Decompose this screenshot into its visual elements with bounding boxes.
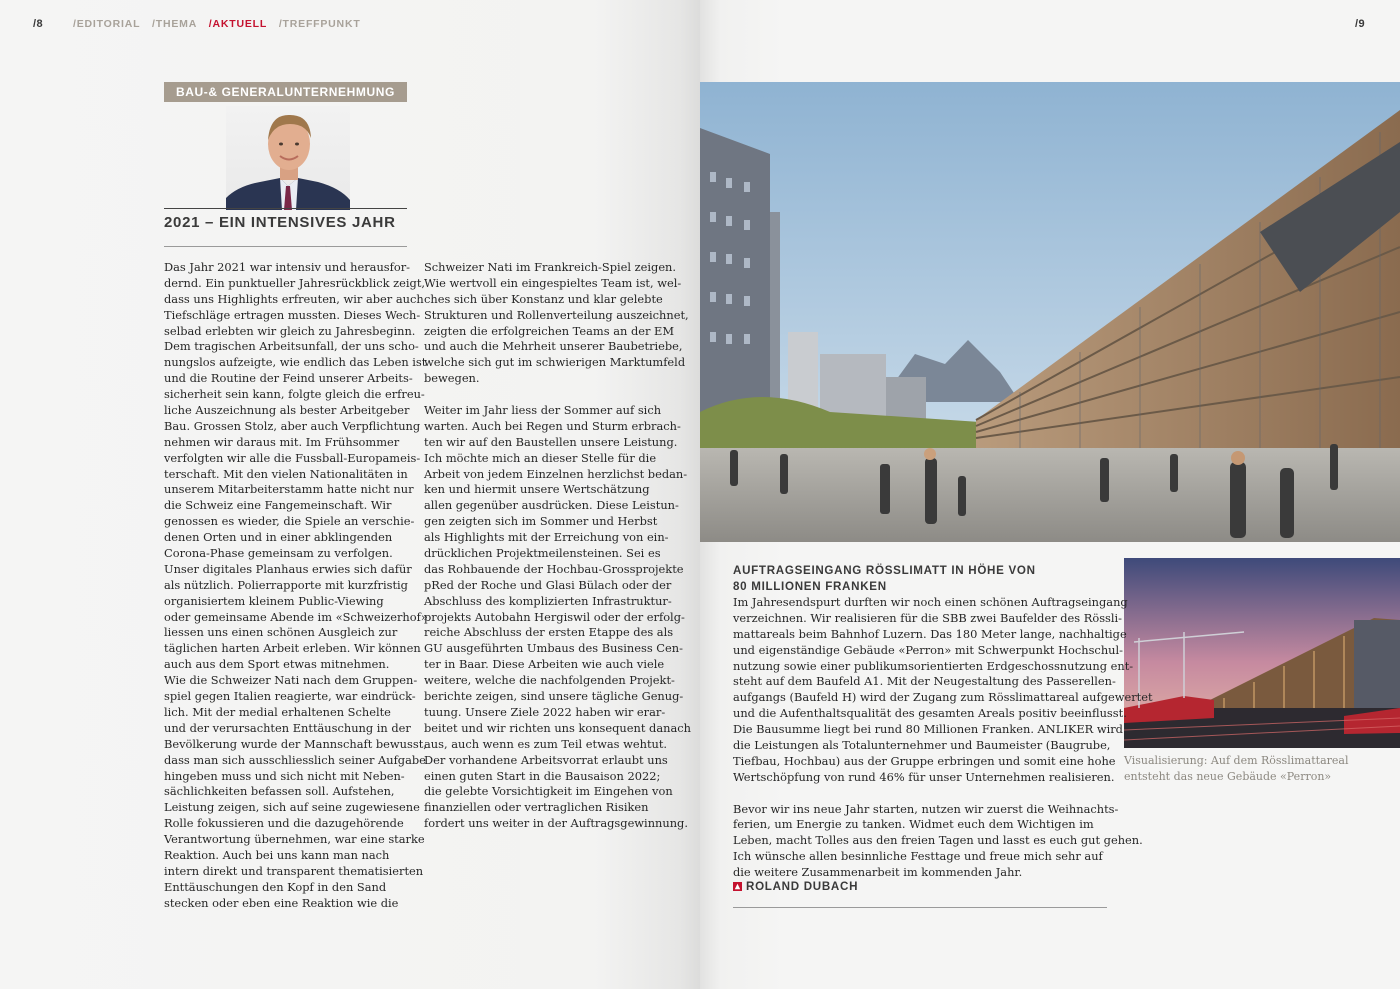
column-2-line: warten. Auch bei Regen und Sturm erbrach- [424, 418, 681, 433]
column-3-line: ferien, um Energie zu tanken. Widmet euch dem Wichtigen im [733, 817, 1094, 832]
column-1-line: denen Orten und in einer abklingenden [164, 530, 393, 545]
article-title: 2021 – EIN INTENSIVES JAHR [164, 214, 396, 231]
column-2-line: bewegen. [424, 371, 480, 386]
column-2-line: Abschluss des komplizierten Infrastruktur- [424, 593, 672, 608]
column-2-line: ten wir auf den Baustellen unsere Leistung. [424, 434, 678, 449]
column-2-line: gen zeigten sich im Sommer und Herbst [424, 514, 658, 529]
column-3-line: nutzung sowie einer publikumsorientierten Erdgeschossnutzung ent- [733, 658, 1134, 673]
column-1-line: die Schweiz eine Fangemeinschaft. Wir [164, 498, 392, 513]
column-2-line: Der vorhandene Arbeitsvorrat erlaubt uns [424, 752, 668, 767]
section-nav [73, 18, 369, 30]
column-1-line: verfolgten wir alle die Fussball-Europameis- [164, 450, 421, 465]
column-1-line: auch aus dem Sport etwas mitnehmen. [164, 657, 390, 672]
column-1-line: sicherheit sein kann, folgte gleich die erfreu- [164, 387, 425, 402]
subheadline: AUFTRAGSEINGANG RÖSSLIMATT IN HÖHE VON 80 MILLIONEN FRANKEN [733, 564, 1036, 593]
page-number-right: /9 [1355, 18, 1366, 30]
column-2-line: fordert uns weiter in der Auftragsgewinnung. [424, 816, 688, 831]
column-1-line: täglichen harten Arbeit erleben. Wir können [164, 641, 421, 656]
column-2-line: das Rohbauende der Hochbau-Grossprojekte [424, 561, 684, 576]
title-rule-top [164, 208, 407, 209]
column-1-line: Dem tragischen Arbeitsunfall, der uns scho- [164, 339, 419, 354]
column-3-line: Wertschöpfung von rund 46% für unser Unternehmen realisieren. [733, 769, 1115, 784]
nav-editorial[interactable]: /EDITORIAL [73, 18, 141, 30]
body-column-3 [733, 595, 1153, 881]
paragraph-gap [424, 387, 691, 403]
column-1-line: spiel gegen Italien reagierte, war eindrück- [164, 689, 416, 704]
column-2-line: beitet und wir richten uns konsequent danach [424, 720, 691, 735]
column-1-line: dernd. Ein punktueller Jahresrückblick zeigt, [164, 275, 426, 290]
column-1-line: Wie die Schweizer Nati nach dem Gruppen- [164, 673, 418, 688]
column-3-line: Tiefbau, Hochbau) aus der Gruppe erbringen und somit eine hohe [733, 753, 1116, 768]
column-2-line: ken und hiermit unsere Wertschätzung [424, 482, 650, 497]
column-1-line: Enttäuschungen den Kopf in den Sand [164, 879, 387, 894]
column-3-line: und eigenständige Gebäude «Perron» mit Schwerpunkt Hochschul- [733, 642, 1123, 657]
column-1-line: dass man sich ausschliesslich seiner Aufgabe [164, 752, 426, 767]
column-2-line: und auch die Mehrheit unserer Baubetriebe, [424, 339, 683, 354]
column-3-line: aufgangs (Baufeld H) wird der Zugang zum Rösslimattareal aufgewertet [733, 690, 1153, 705]
column-1-line: lich. Mit der medial erhaltenen Schelte [164, 704, 391, 719]
column-1-line: Reaktion. Auch bei uns kann man nach [164, 847, 390, 862]
column-1-line: nungslos aufzeigte, wie endlich das Leben ist [164, 355, 427, 370]
column-3-line: steht auf dem Baufeld A1. Mit der Neugestaltung des Passerellen- [733, 674, 1116, 689]
paragraph-gap [733, 786, 1153, 802]
column-3-line: mattareals beim Bahnhof Luzern. Das 180 Meter lange, nachhaltige [733, 626, 1127, 641]
column-2-line: Wie wertvoll ein eingespieltes Team ist, wel- [424, 275, 682, 290]
column-2-line: pRed der Roche und Glasi Bülach oder der [424, 577, 672, 592]
column-1-line: liche Auszeichnung als bester Arbeitgeber [164, 403, 410, 418]
column-1-line: Bevölkerung wurde der Mannschaft bewusst, [164, 736, 427, 751]
column-2-line: berichte zeigen, sind unsere tägliche Genug- [424, 689, 684, 704]
column-2-line: zeigten die erfolgreichen Teams an der EM [424, 323, 675, 338]
column-1-line: Bau. Grossen Stolz, aber auch Verpflichtung [164, 418, 421, 433]
right-page [700, 0, 1400, 989]
column-2-line: reiche Abschluss der ersten Etappe des als [424, 625, 674, 640]
column-1-line: Das Jahr 2021 war intensiv und herausfor- [164, 260, 410, 274]
page-number-left: /8 [33, 18, 44, 30]
column-3-line: die weitere Zusammenarbeit im kommenden Jahr. [733, 865, 1023, 880]
title-rule-bottom [164, 246, 407, 247]
column-3-line: Im Jahresendspurt durften wir noch einen schönen Auftragseingang [733, 595, 1128, 609]
column-1-line: Unser digitales Planhaus erwies sich dafür [164, 561, 412, 576]
column-1-line: Leistung zeigen, sich auf seine zugewiesene [164, 800, 420, 815]
column-3-line: Die Bausumme liegt bei rund 80 Millionen Franken. ANLIKER wird [733, 722, 1123, 737]
column-1-line: oder gemeinsame Abende im «Schweizerhof» [164, 609, 428, 624]
column-1-line: liessen uns einen schönen Ausgleich zur [164, 625, 398, 640]
column-2-line: drücklichen Projektmeilensteinen. Sei es [424, 546, 661, 561]
column-2-line: ches sich über Konstanz und klar gelebte [424, 291, 663, 306]
column-1-line: organisiertem kleinem Public-Viewing [164, 593, 384, 608]
column-2-line: allen gegenüber ausdrücken. Diese Leistun- [424, 498, 679, 513]
column-1-line: als nützlich. Polierrapporte mit kurzfristig [164, 577, 408, 592]
column-1-line: terschaft. Mit den vielen Nationalitäten in [164, 466, 408, 481]
nav-aktuell[interactable]: /AKTUELL [208, 18, 268, 30]
column-3-line: Bevor wir ins neue Jahr starten, nutzen wir zuerst die Weihnachts- [733, 801, 1119, 816]
nav-thema[interactable]: /THEMA [152, 18, 198, 30]
column-2-line: aus, auch wenn es zum Teil etwas wehtut. [424, 736, 668, 751]
column-2-line: weitere, welche die nachfolgenden Projekt- [424, 673, 675, 688]
column-1-line: sächlichkeiten befassen soll. Aufstehen, [164, 784, 395, 799]
signature-rule [733, 907, 1107, 908]
column-3-line: Ich wünsche allen besinnliche Festtage und freue mich sehr auf [733, 849, 1103, 864]
column-2-line: ter in Baar. Diese Arbeiten wie auch viele [424, 657, 665, 672]
column-2-line: finanziellen oder vertraglichen Risiken [424, 800, 649, 815]
column-1-line: selbad erlebten wir gleich zu Jahresbeginn. [164, 323, 416, 338]
column-2-line: Strukturen und Rollenverteilung auszeichnet, [424, 307, 689, 322]
column-1-line: Rolle fokussieren und die dazugehörende [164, 816, 404, 831]
column-3-line: die Leistungen als Totalunternehmer und Baumeister (Baugrube, [733, 738, 1111, 753]
building-visualisation-icon [700, 82, 1400, 542]
body-column-2 [424, 260, 691, 832]
column-2-line: GU ausgeführten Umbaus des Business Cen- [424, 641, 683, 656]
column-2-line: einen guten Start in die Bausaison 2022; [424, 768, 661, 783]
column-1-line: intern direkt und transparent thematisierten [164, 863, 424, 878]
column-1-line: und der verursachten Enttäuschung in der [164, 720, 411, 735]
anliker-logo-icon [733, 882, 742, 891]
column-2-line: Schweizer Nati im Frankreich-Spiel zeigen. [424, 260, 677, 274]
column-2-line: tuung. Unsere Ziele 2022 haben wir erar- [424, 704, 666, 719]
column-1-line: genossen es wieder, die Spiele an verschie- [164, 514, 415, 529]
image-caption: Visualisierung: Auf dem Rösslimattareal entsteht das neue Gebäude «Perron» [1124, 754, 1349, 783]
column-1-line: Tiefschläge ertragen mussten. Dieses Wech- [164, 307, 421, 322]
column-2-line: welche sich gut im schwierigen Marktumfeld [424, 355, 686, 370]
column-3-line: und die Aufenthaltsqualität des gesamten Areals positiv beeinflusst. [733, 706, 1127, 721]
station-visualisation-icon [1124, 558, 1400, 748]
portrait-photo-icon [226, 106, 350, 210]
column-2-line: die gelebte Vorsichtigkeit im Eingehen von [424, 784, 673, 799]
column-1-line: nehmen wir daraus mit. Im Frühsommer [164, 434, 400, 449]
column-2-line: als Highlights mit der Erreichung von ein- [424, 530, 669, 545]
column-3-line: verzeichnen. Wir realisieren für die SBB zwei Baufelder des Rössli- [733, 610, 1123, 625]
nav-treffpunkt[interactable]: /TREFFPUNKT [278, 18, 361, 30]
column-1-line: dass uns Highlights erfreuten, wir aber auch [164, 291, 424, 306]
column-2-line: projekts Autobahn Hergiswil oder der erfolg- [424, 609, 685, 624]
column-1-line: Corona-Phase gemeinsam zu verfolgen. [164, 546, 393, 561]
column-2-line: Weiter im Jahr liess der Sommer auf sich [424, 403, 662, 418]
column-3-line: Leben, macht Tolles aus den freien Tagen und lasst es euch gut gehen. [733, 833, 1143, 848]
column-1-line: Verantwortung übernehmen, war eine starke [164, 832, 425, 847]
column-2-line: Arbeit von jedem Einzelnen herzlichst bedan- [424, 466, 688, 481]
column-2-line: Ich möchte mich an dieser Stelle für die [424, 450, 657, 465]
author-signature: ROLAND DUBACH [733, 880, 858, 893]
column-1-line: hingeben muss und sich nicht mit Neben- [164, 768, 405, 783]
category-label: BAU-& GENERALUNTERNEHMUNG [164, 82, 407, 102]
column-1-line: unserem Mitarbeiterstamm hatte nicht nur [164, 482, 414, 497]
column-1-line: und die Routine der Feind unserer Arbeits- [164, 371, 413, 386]
body-column-1 [164, 260, 428, 912]
column-1-line: stecken oder eben eine Reaktion wie die [164, 895, 399, 910]
